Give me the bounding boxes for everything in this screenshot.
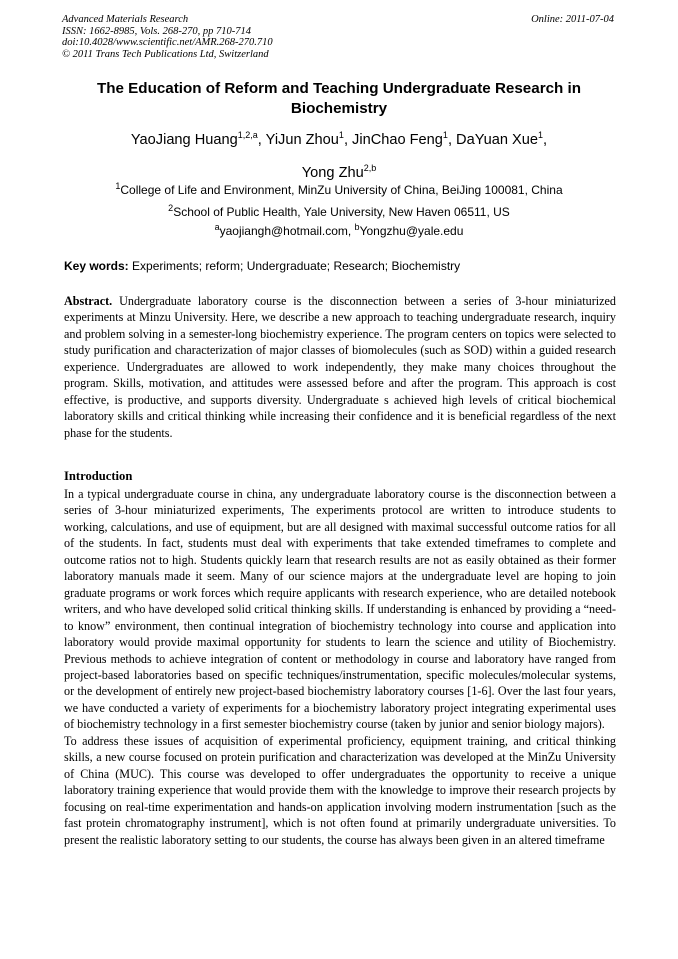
author-name: Yong Zhu [301,165,364,181]
author-name: YaoJiang Huang [130,132,238,148]
intro-paragraph-2: To address these issues of acquisition of experimental proficiency, equipment training, and critical thinking skills, a new course focused on protein purification and characterization was developed at the MinZu University of China (MUC). This course was developed to offer undergraduates the opportunity to receive a unique laboratory training experience that would provide them with the knowledge to improve their research projects by focusing on real-time experimentation and hands-on application involving modern instrumentation [such as the fast protein chromatography instrument], which is not often found at primarily undergraduate universities. To present the realistic laboratory setting to our students, the course has always been given in an altered timeframe [64,733,616,847]
journal-header [62,14,482,60]
author-name: DaYuan Xue [456,132,539,148]
introduction-body [64,486,616,848]
author-list: YaoJiang Huang$^{1,2,a}$, YiJun Zhou$^1$, JinChao Feng$^1$, DaYuan Xue$^1$, Yong Zhu$^{2,b}$ [130,130,548,181]
keywords [64,259,618,273]
online-date: Online: 2011-07-04 [531,14,614,25]
author-superscript: 2,b [363,163,377,174]
email-line [62,224,616,238]
abstract-text: Undergraduate laboratory course is the disconnection between a series of 3-hour miniaturized experiments at Minzu University. Here, we describe a new approach to teaching undergraduate research, inquiry and problem solving in a semester-long biochemistry experience. The program centers on topics were selected to study purification and characterization of major classes of biomolecules (such as SOD) within a guided research experience. Undergraduates are allowed to work independently, they make many choices throughout the program. Skills, motivation, and attitudes were assessed before and after the program. This approach is cost effective, is productive, and supports diversity. Undergraduate s achieved high levels of critical biochemical laboratory skills and critical thinking while increasing their confidence and it is beneficial regardless of the next phase for the students. [64,294,616,440]
journal-name: Advanced Materials Research [62,14,189,25]
author-superscript: 1,2,a [237,130,258,141]
doi-line: doi:10.4028/www.scientific.net/AMR.268-270.710 [62,37,273,48]
issn-line: ISSN: 1662-8985, Vols. 268-270, pp 710-714 [62,25,251,37]
author-superscript: 1 [338,130,344,141]
affiliation-2 [62,205,616,219]
affiliation-text: School of Public Health, Yale University, New Haven 06511, US [173,205,510,219]
author-superscript: 1 [538,130,544,141]
email-superscript: b [354,222,360,232]
author-name: YiJun Zhou [265,132,339,148]
keywords-label: Key words: [64,259,129,273]
paper-title: The Education of Reform and Teaching Undergraduate Research in Biochemistry [96,80,582,117]
email-superscript: a [214,222,220,232]
abstract [64,293,616,441]
affiliation-text: College of Life and Environment, MinZu University of China, BeiJing 100081, China [120,183,563,197]
introduction-heading: Introduction [64,469,133,483]
intro-paragraph-1: In a typical undergraduate course in china, any undergraduate laboratory course is the disconnection between a series of 3-hour miniaturized experiments, The experiments protocol are written to introduce students to working, calculations, and use of equipment, but are all designed with maximal successful outcome ratios for all of the students. In fact, students must deal with experiments that take extended timeframes to complete and outcome ratios not to high. Students quickly learn that research results are not as easily obtained as their former laboratory manuals made it seem. Many of our science majors at the undergraduate level are hoping to join graduate programs or work forces which require applicants with research experience, who are detailed notebook writers, and who have developed solid critical thinking skills. If understanding is enhanced by providing a “need-to know” environment, then continual integration of biochemistry technology into course and application into laboratory would provide maximal opportunity for students to learn the science and utility of Biochemistry. Previous methods to achieve integration of content or methodology in course and laboratory have ranged from project-based laboratories based on specific techniques/instrumentation, specific molecules/molecular systems, or the development of entirely new project-based biochemistry laboratory courses [1-6]. Over the last four years, we have conducted a variety of experiments for a biochemistry laboratory project integrating experimental uses of biochemistry technology in a first semester biochemistry course (taken by junior and senior biology majors). [64,487,616,732]
email-b[interactable]: Yongzhu@yale.edu [359,224,464,238]
abstract-label: Abstract. [64,294,113,308]
affiliation-superscript: 1 [115,181,121,191]
author-superscript: 1 [442,130,448,141]
email-a[interactable]: yaojiangh@hotmail.com, [219,224,355,238]
affiliation-1 [62,183,616,197]
affiliation-superscript: 2 [168,203,174,213]
copyright-line: © 2011 Trans Tech Publications Ltd, Switzerland [62,48,269,60]
keywords-text: Experiments; reform; Undergraduate; Research; Biochemistry [128,259,461,273]
author-name: JinChao Feng [352,132,443,148]
